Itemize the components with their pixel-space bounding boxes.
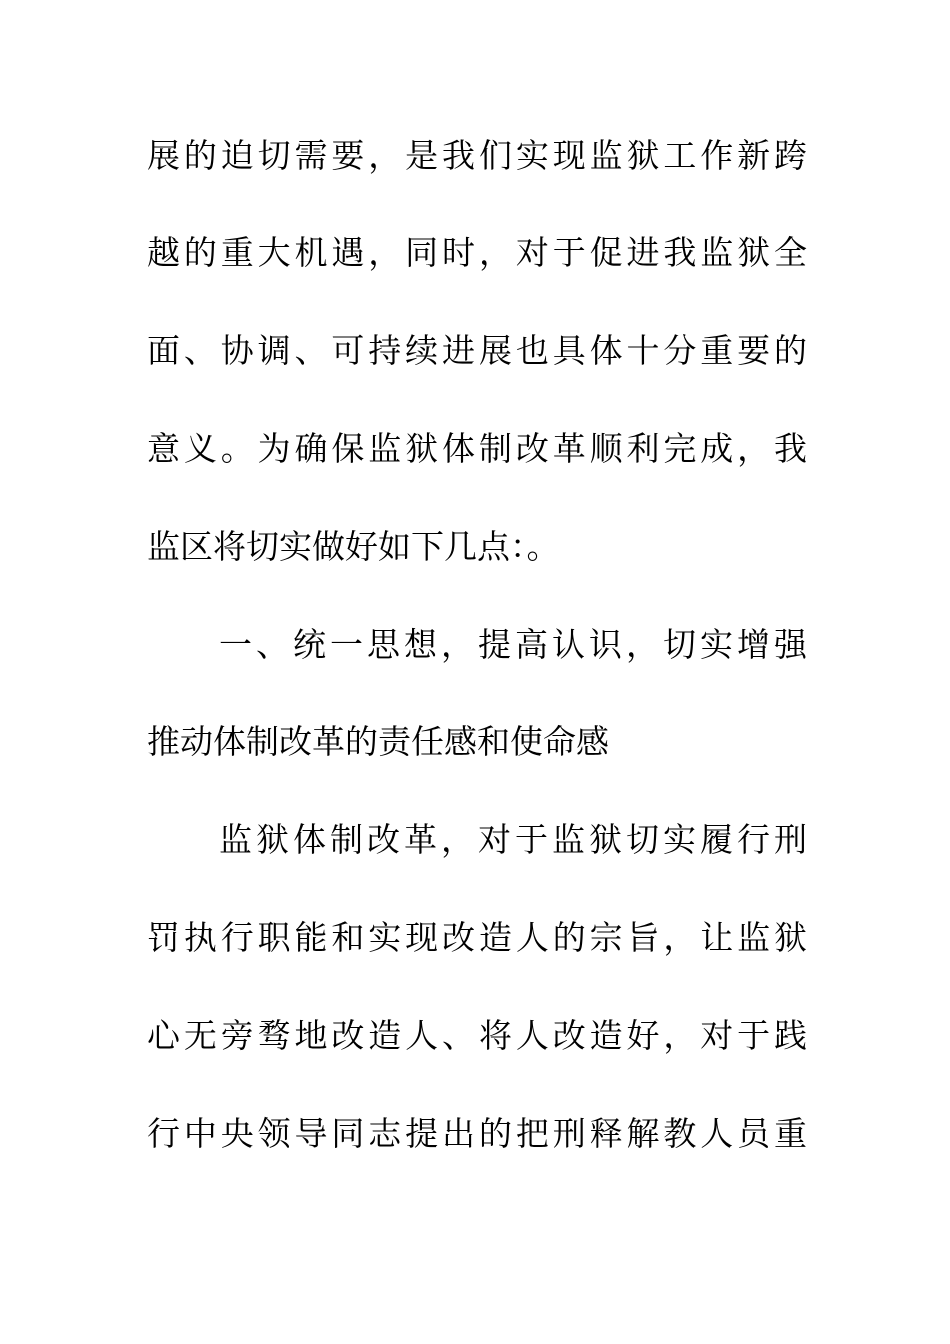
paragraph-line: 监区将切实做好如下几点：。: [147, 527, 560, 566]
paragraph-line: 展的迫切需要，是我们实现监狱工作新跨: [147, 136, 807, 175]
section-heading-line: 推动体制改革的责任感和使命感: [147, 722, 609, 761]
section-heading-line: 一、统一思想，提高认识，切实增强: [219, 625, 807, 664]
paragraph-line: 行中央领导同志提出的把刑释解教人员重: [147, 1114, 807, 1153]
paragraph-line: 面、协调、可持续进展也具体十分重要的: [147, 331, 807, 370]
paragraph-line: 监狱体制改革，对于监狱切实履行刑: [219, 820, 807, 859]
paragraph-line: 意义。为确保监狱体制改革顺利完成，我: [147, 429, 807, 468]
paragraph-line: 罚执行职能和实现改造人的宗旨，让监狱: [147, 918, 807, 957]
paragraph-line: 心无旁骛地改造人、将人改造好，对于践: [147, 1016, 807, 1055]
paragraph-line: 越的重大机遇，同时，对于促进我监狱全: [147, 233, 807, 272]
